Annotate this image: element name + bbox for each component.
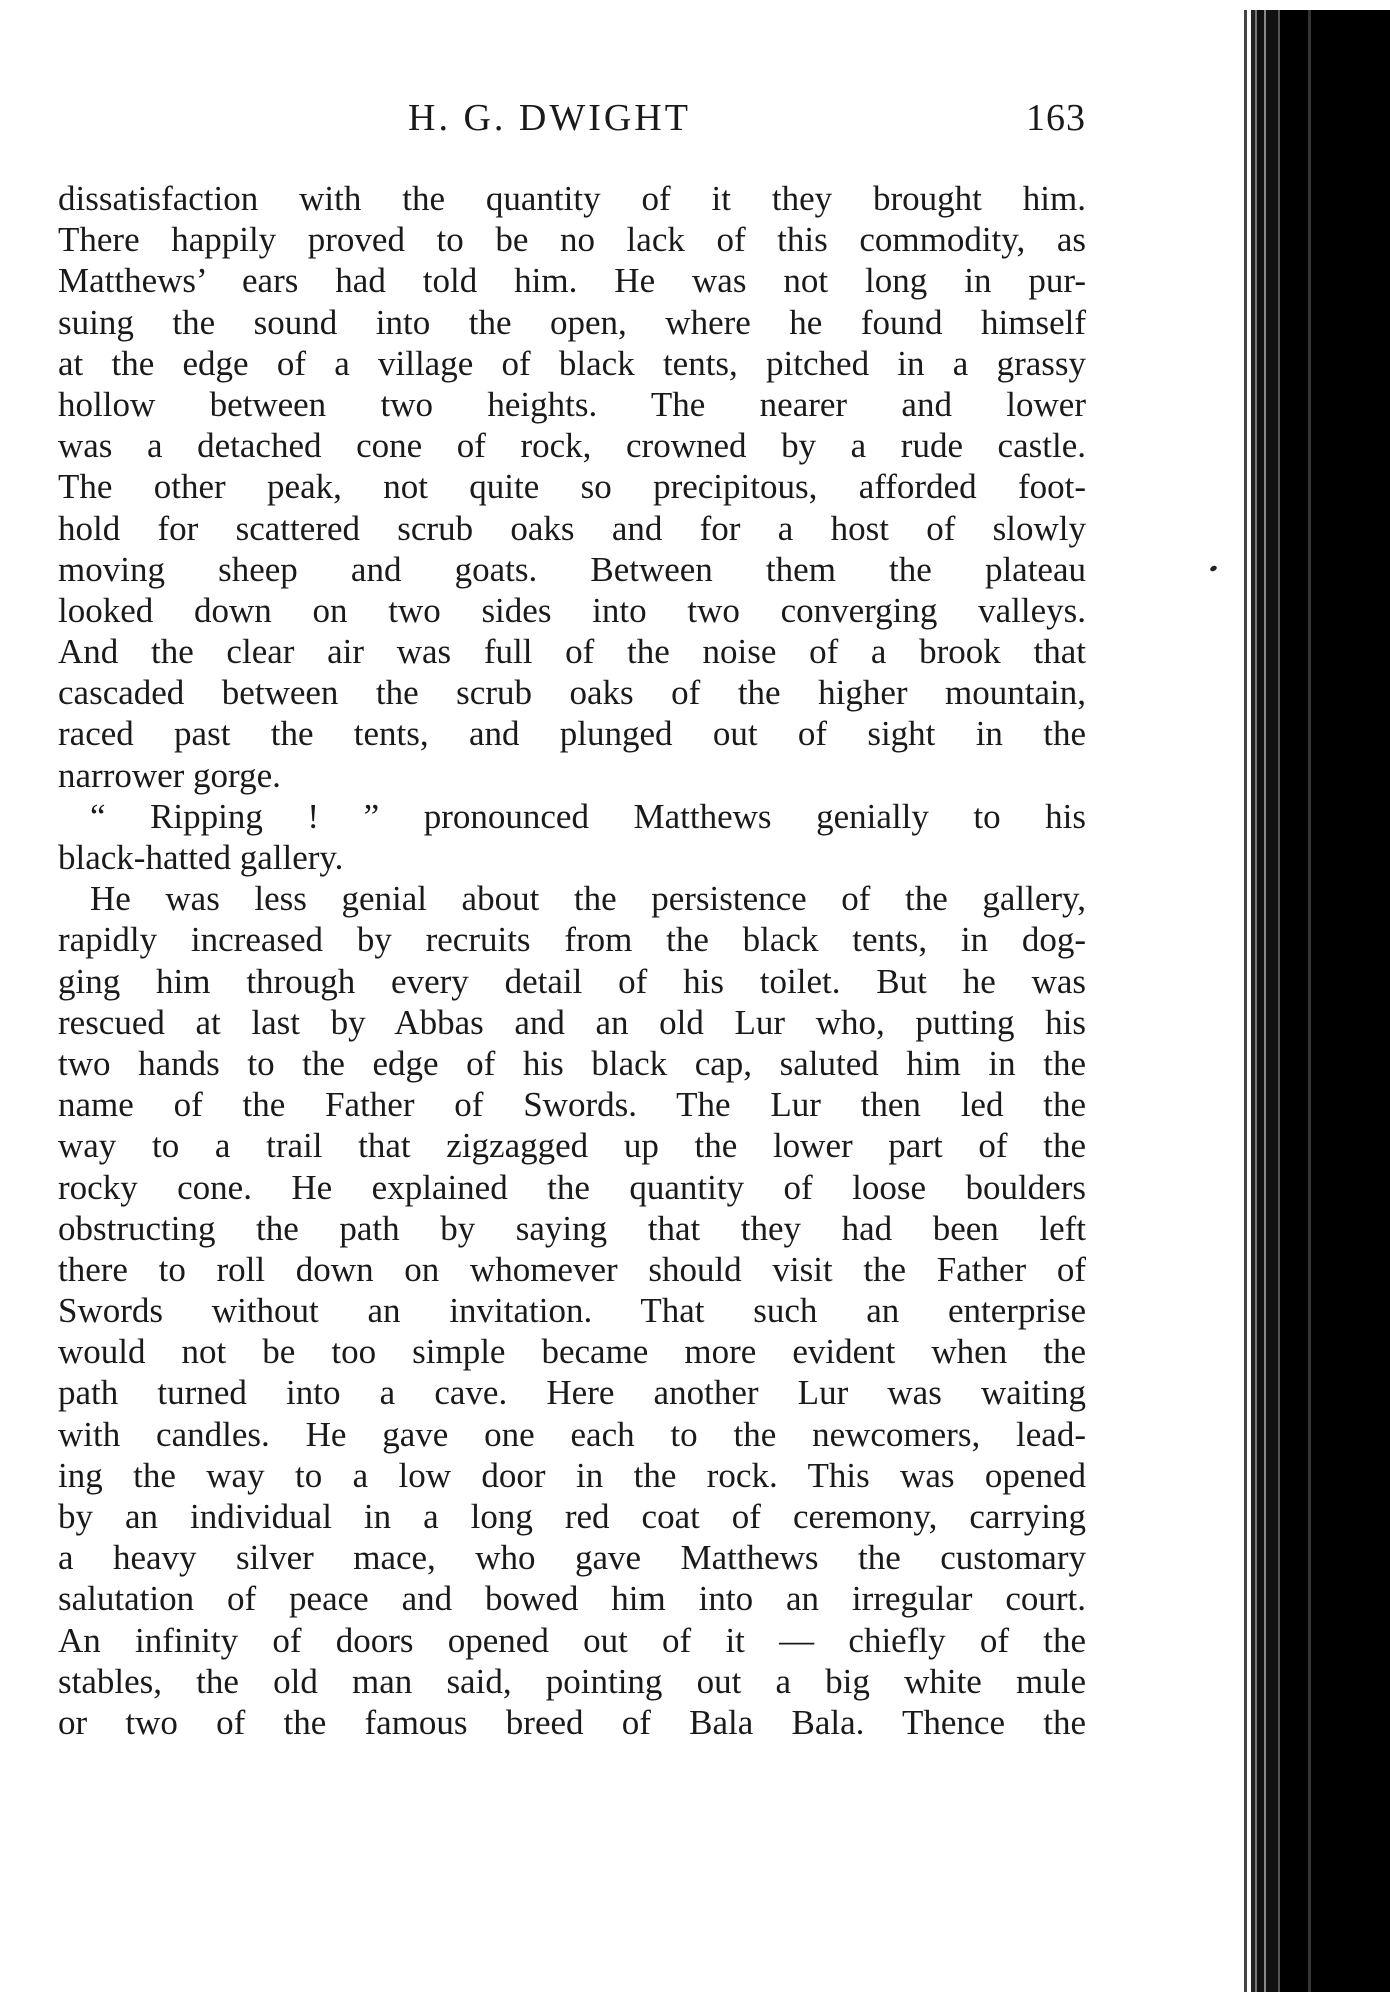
text-line: way to a trail that zigzagged up the lower part of the bbox=[58, 1126, 1086, 1166]
text-line: looked down on two sides into two converging valleys. bbox=[58, 590, 1086, 630]
text-line: An infinity of doors opened out of it — chiefly of the bbox=[58, 1620, 1086, 1660]
text-line: moving sheep and goats. Between them the plateau bbox=[58, 549, 1086, 589]
text-line: He was less genial about the persistence of the gallery, bbox=[90, 879, 1086, 919]
text-line: cascaded between the scrub oaks of the higher mountain, bbox=[58, 673, 1086, 713]
text-line: black-hatted gallery. bbox=[58, 838, 344, 877]
text-line: raced past the tents, and plunged out of sight in the bbox=[58, 714, 1086, 754]
text-line: salutation of peace and bowed him into an irregular court. bbox=[58, 1579, 1086, 1619]
page-header bbox=[56, 96, 1086, 156]
text-line: name of the Father of Swords. The Lur then led the bbox=[58, 1085, 1086, 1125]
book-spine-edge bbox=[1238, 10, 1390, 1992]
text-line: There happily proved to be no lack of this commodity, as bbox=[58, 220, 1086, 260]
text-line: path turned into a cave. Here another Lur was waiting bbox=[58, 1373, 1086, 1413]
text-line: by an individual in a long red coat of ceremony, carrying bbox=[58, 1497, 1086, 1536]
text-line: Swords without an invitation. That such an enterprise bbox=[58, 1291, 1086, 1331]
text-line: Matthews’ ears had told him. He was not long in pur- bbox=[58, 261, 1086, 301]
text-line: with candles. He gave one each to the newcomers, lead- bbox=[58, 1414, 1086, 1454]
text-line: would not be too simple became more evident when the bbox=[58, 1332, 1086, 1372]
text-line: suing the sound into the open, where he found himself bbox=[58, 302, 1086, 342]
text-line: or two of the famous breed of Bala Bala. Thence the bbox=[58, 1702, 1086, 1742]
text-line: rapidly increased by recruits from the black tents, in dog- bbox=[58, 920, 1086, 960]
text-line: obstructing the path by saying that they had been left bbox=[58, 1208, 1086, 1248]
text-line: hollow between two heights. The nearer and lower bbox=[58, 384, 1086, 424]
text-line: stables, the old man said, pointing out a big white mule bbox=[58, 1661, 1086, 1701]
ink-speck bbox=[1209, 565, 1218, 573]
text-line: at the edge of a village of black tents, pitched in a grassy bbox=[58, 343, 1086, 383]
text-line: two hands to the edge of his black cap, saluted him in the bbox=[58, 1043, 1086, 1083]
text-line: a heavy silver mace, who gave Matthews the customary bbox=[58, 1538, 1086, 1578]
text-line: there to roll down on whomever should visit the Father of bbox=[58, 1249, 1086, 1289]
text-line: “ Ripping ! ” pronounced Matthews genially to his bbox=[90, 796, 1086, 836]
text-line: ging him through every detail of his toilet. But he was bbox=[58, 961, 1086, 1001]
running-head: H. G. DWIGHT bbox=[408, 97, 691, 139]
text-line: was a detached cone of rock, crowned by a rude castle. bbox=[58, 426, 1086, 466]
text-line: The other peak, not quite so precipitous, afforded foot- bbox=[58, 467, 1086, 507]
text-line: hold for scattered scrub oaks and for a host of slowly bbox=[58, 508, 1086, 548]
body-text bbox=[58, 178, 1086, 1743]
text-line: rocky cone. He explained the quantity of loose boulders bbox=[58, 1167, 1086, 1207]
page-number: 163 bbox=[1026, 97, 1086, 139]
text-line: dissatisfaction with the quantity of it they brought him. bbox=[58, 179, 1086, 218]
text-line: rescued at last by Abbas and an old Lur who, putting his bbox=[58, 1002, 1086, 1042]
text-line: narrower gorge. bbox=[58, 755, 281, 795]
text-line: And the clear air was full of the noise of a brook that bbox=[58, 632, 1086, 672]
text-line: ing the way to a low door in the rock. This was opened bbox=[58, 1455, 1086, 1495]
